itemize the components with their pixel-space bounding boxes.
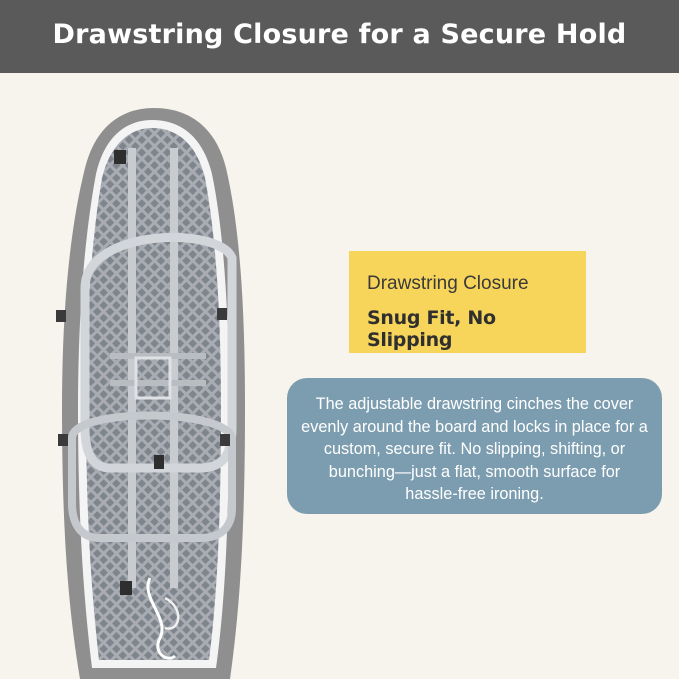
- frame-clip: [220, 434, 230, 446]
- mesh-surface: [86, 128, 221, 660]
- frame-clip: [56, 310, 66, 322]
- page-title: Drawstring Closure for a Secure Hold: [52, 19, 627, 50]
- frame-clip: [154, 455, 164, 469]
- frame-crossbar: [110, 380, 206, 386]
- feature-label-card: [349, 251, 586, 353]
- title-banner: [0, 0, 679, 73]
- feature-title: Drawstring Closure: [367, 273, 529, 294]
- ironing-board-image: [40, 108, 270, 679]
- frame-clip: [217, 308, 227, 320]
- frame-clip: [120, 581, 132, 595]
- ironing-board-illustration: [40, 108, 270, 679]
- frame-clip: [114, 150, 126, 164]
- description-card: The adjustable drawstring cinches the cover evenly around the board and locks in place for a custom, secure fit. No slipping, shifting, or bunching—just a flat, smooth surface for hassle-free ironing.: [287, 378, 662, 514]
- frame-clip: [58, 434, 68, 446]
- feature-subtitle: Snug Fit, No Slipping: [367, 307, 496, 351]
